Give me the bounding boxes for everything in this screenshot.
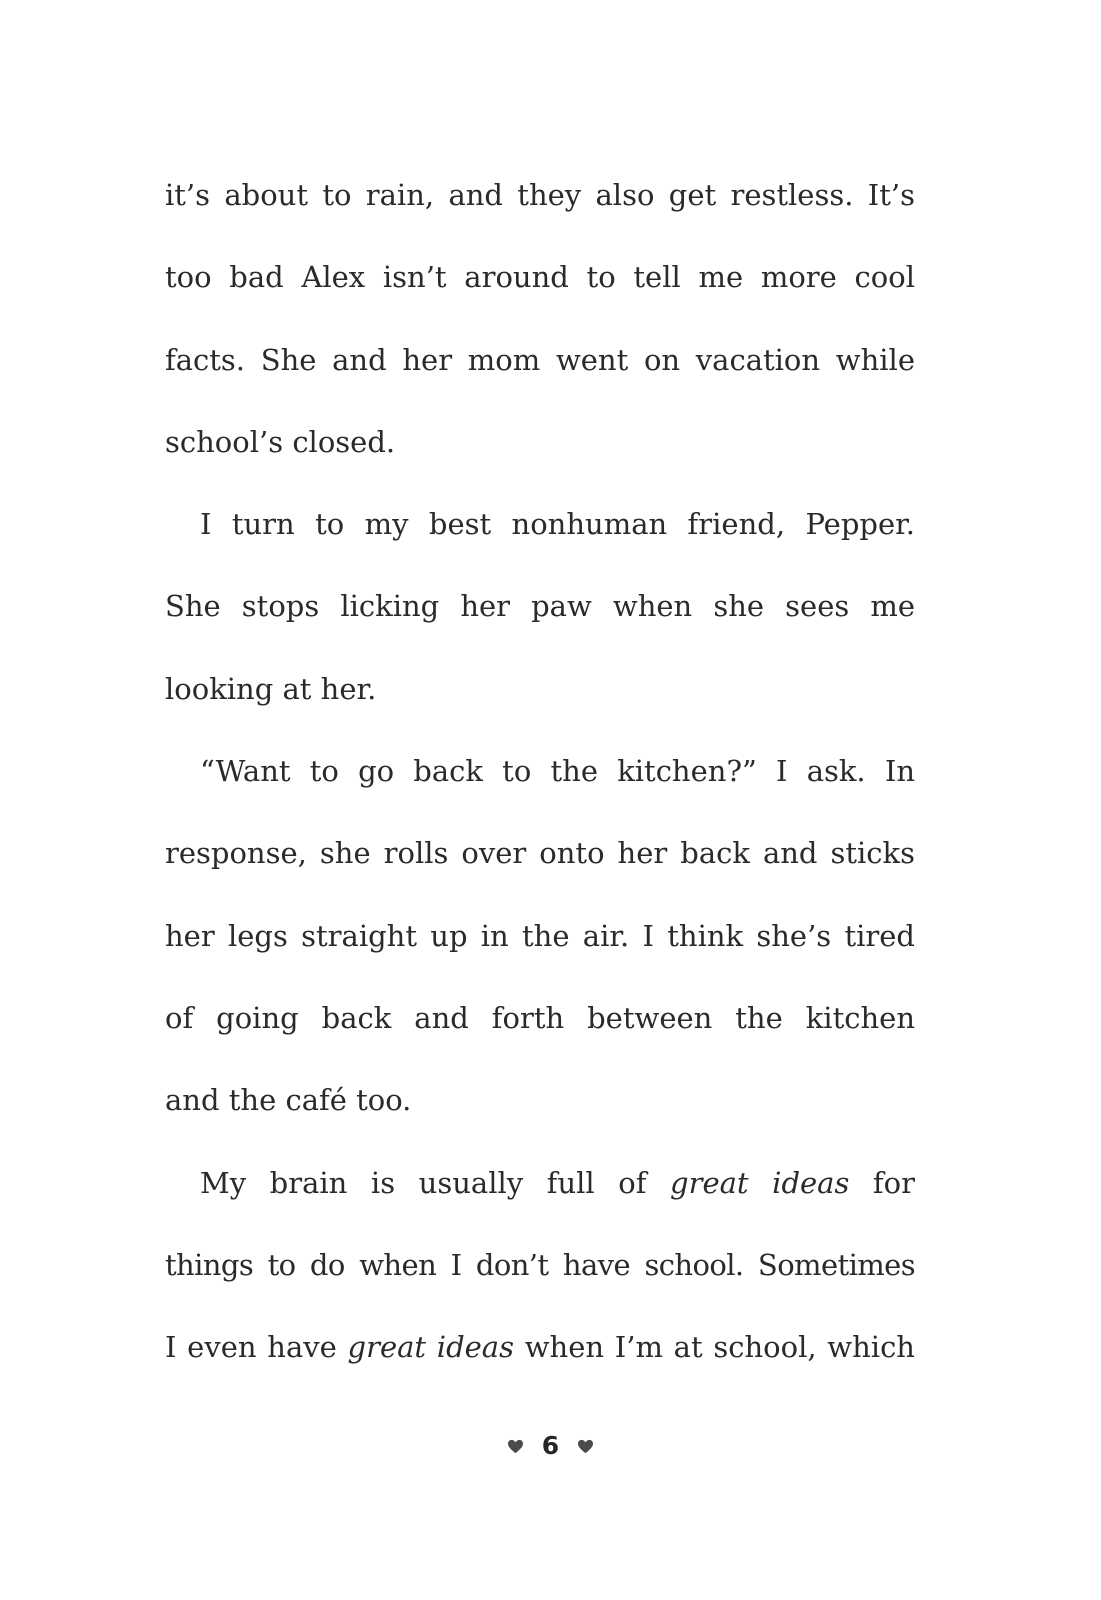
text-run: I even have	[165, 1330, 348, 1365]
text-line: of going back and forth between the kitchen	[165, 1000, 915, 1035]
emphasis-text: great ideas	[670, 1165, 850, 1200]
text-line: She stops licking her paw when she sees me	[165, 589, 915, 624]
text-line: “Want to go back to the kitchen?” I ask. In	[200, 754, 915, 789]
heart-icon	[577, 1439, 594, 1454]
text-run: when I’m at school, which	[513, 1330, 915, 1365]
text-line	[165, 1150, 915, 1232]
text-line: things to do when I don’t have school. Sometimes	[165, 1247, 915, 1282]
page-footer	[0, 1424, 1101, 1468]
body-text	[165, 162, 915, 1396]
text-line: looking at her.	[165, 671, 377, 706]
text-line: school’s closed.	[165, 424, 396, 459]
text-line: and the café too.	[165, 1083, 412, 1118]
text-line: I turn to my best nonhuman friend, Pepper.	[200, 507, 915, 542]
emphasis-text: great ideas	[347, 1330, 514, 1365]
text-line: her legs straight up in the air. I think she’s tired	[165, 918, 915, 953]
text-run: for	[849, 1165, 915, 1200]
text-line: it’s about to rain, and they also get restless. It’s	[165, 178, 915, 212]
heart-icon	[507, 1439, 524, 1454]
text-line: response, she rolls over onto her back and sticks	[165, 836, 915, 871]
text-line: facts. She and her mom went on vacation while	[165, 342, 915, 377]
page-number: 6	[541, 1431, 560, 1460]
text-run: My brain is usually full of	[200, 1165, 671, 1200]
text-line: too bad Alex isn’t around to tell me more cool	[165, 260, 915, 295]
text-line	[165, 1314, 915, 1396]
